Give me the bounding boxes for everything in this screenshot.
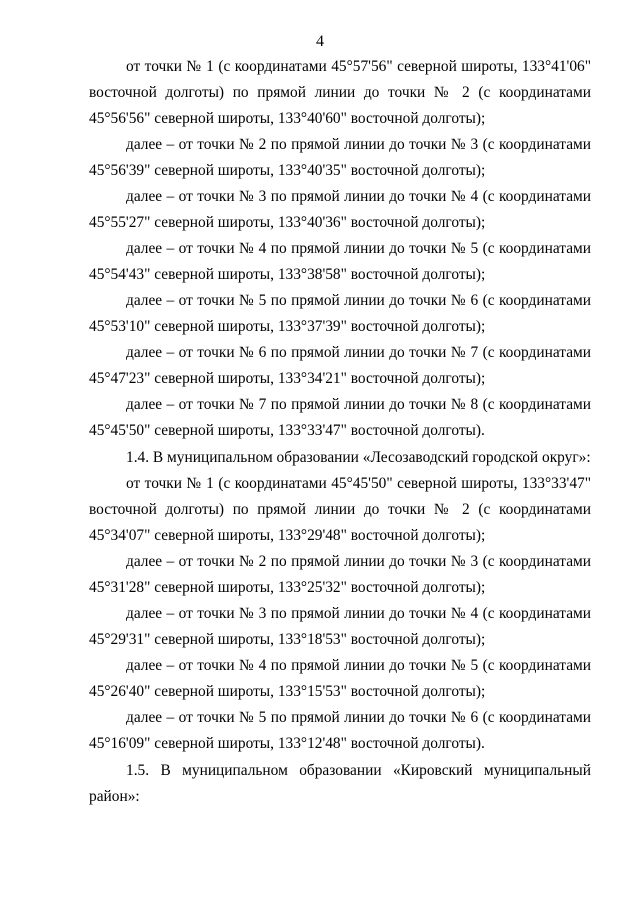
text-line: 45°16'09" северной широты, 133°12'48" восточной долготы). [89, 735, 485, 752]
text-line: далее – от точки № 4 по прямой линии до точки № 5 (с координатами [126, 240, 591, 257]
section-heading: 1.4. В муниципальном образовании «Лесозаводский городской округ»: [126, 449, 591, 466]
text-line: 45°34'07" северной широты, 133°29'48" восточной долготы); [89, 527, 486, 544]
text-line: 45°56'39" северной широты, 133°40'35" восточной долготы); [89, 162, 486, 179]
text-line: 45°54'43" северной широты, 133°38'58" восточной долготы); [89, 266, 486, 283]
text-line: далее – от точки № 6 по прямой линии до точки № 7 (с координатами [126, 344, 591, 361]
text-line: восточной долготы) по прямой линии до точки № 2 (с координатами [89, 84, 591, 101]
text-line: далее – от точки № 7 по прямой линии до точки № 8 (с координатами [126, 396, 591, 413]
text-line: далее – от точки № 3 по прямой линии до точки № 4 (с координатами [126, 605, 591, 622]
text-line: далее – от точки № 2 по прямой линии до точки № 3 (с координатами [126, 136, 591, 153]
text-line: далее – от точки № 3 по прямой линии до точки № 4 (с координатами [126, 188, 591, 205]
text-line: далее – от точки № 5 по прямой линии до точки № 6 (с координатами [126, 292, 591, 309]
text-line: от точки № 1 (с координатами 45°57'56" северной широты, 133°41'06" [126, 58, 591, 75]
section-heading: 1.5. В муниципальном образовании «Кировский муниципальный [126, 762, 591, 779]
text-line: далее – от точки № 2 по прямой линии до точки № 3 (с координатами [126, 553, 591, 570]
text-line: восточной долготы) по прямой линии до точки № 2 (с координатами [89, 501, 591, 518]
page-number: 4 [316, 33, 324, 50]
text-line: далее – от точки № 5 по прямой линии до точки № 6 (с координатами [126, 709, 591, 726]
text-line: 45°53'10" северной широты, 133°37'39" восточной долготы); [89, 318, 486, 335]
text-line: 45°26'40" северной широты, 133°15'53" восточной долготы); [89, 683, 486, 700]
text-line: 45°55'27" северной широты, 133°40'36" восточной долготы); [89, 214, 486, 231]
text-line: далее – от точки № 4 по прямой линии до точки № 5 (с координатами [126, 657, 591, 674]
text-line: 45°45'50" северной широты, 133°33'47" восточной долготы). [89, 422, 485, 439]
text-line: 45°47'23" северной широты, 133°34'21" восточной долготы); [89, 370, 486, 387]
text-line: от точки № 1 (с координатами 45°45'50" северной широты, 133°33'47" [126, 475, 591, 492]
text-line: 45°29'31" северной широты, 133°18'53" восточной долготы); [89, 631, 486, 648]
text-line: район»: [89, 788, 140, 805]
text-line: 45°31'28" северной широты, 133°25'32" восточной долготы); [89, 579, 486, 596]
text-line: 45°56'56" северной широты, 133°40'60" восточной долготы); [89, 110, 486, 127]
